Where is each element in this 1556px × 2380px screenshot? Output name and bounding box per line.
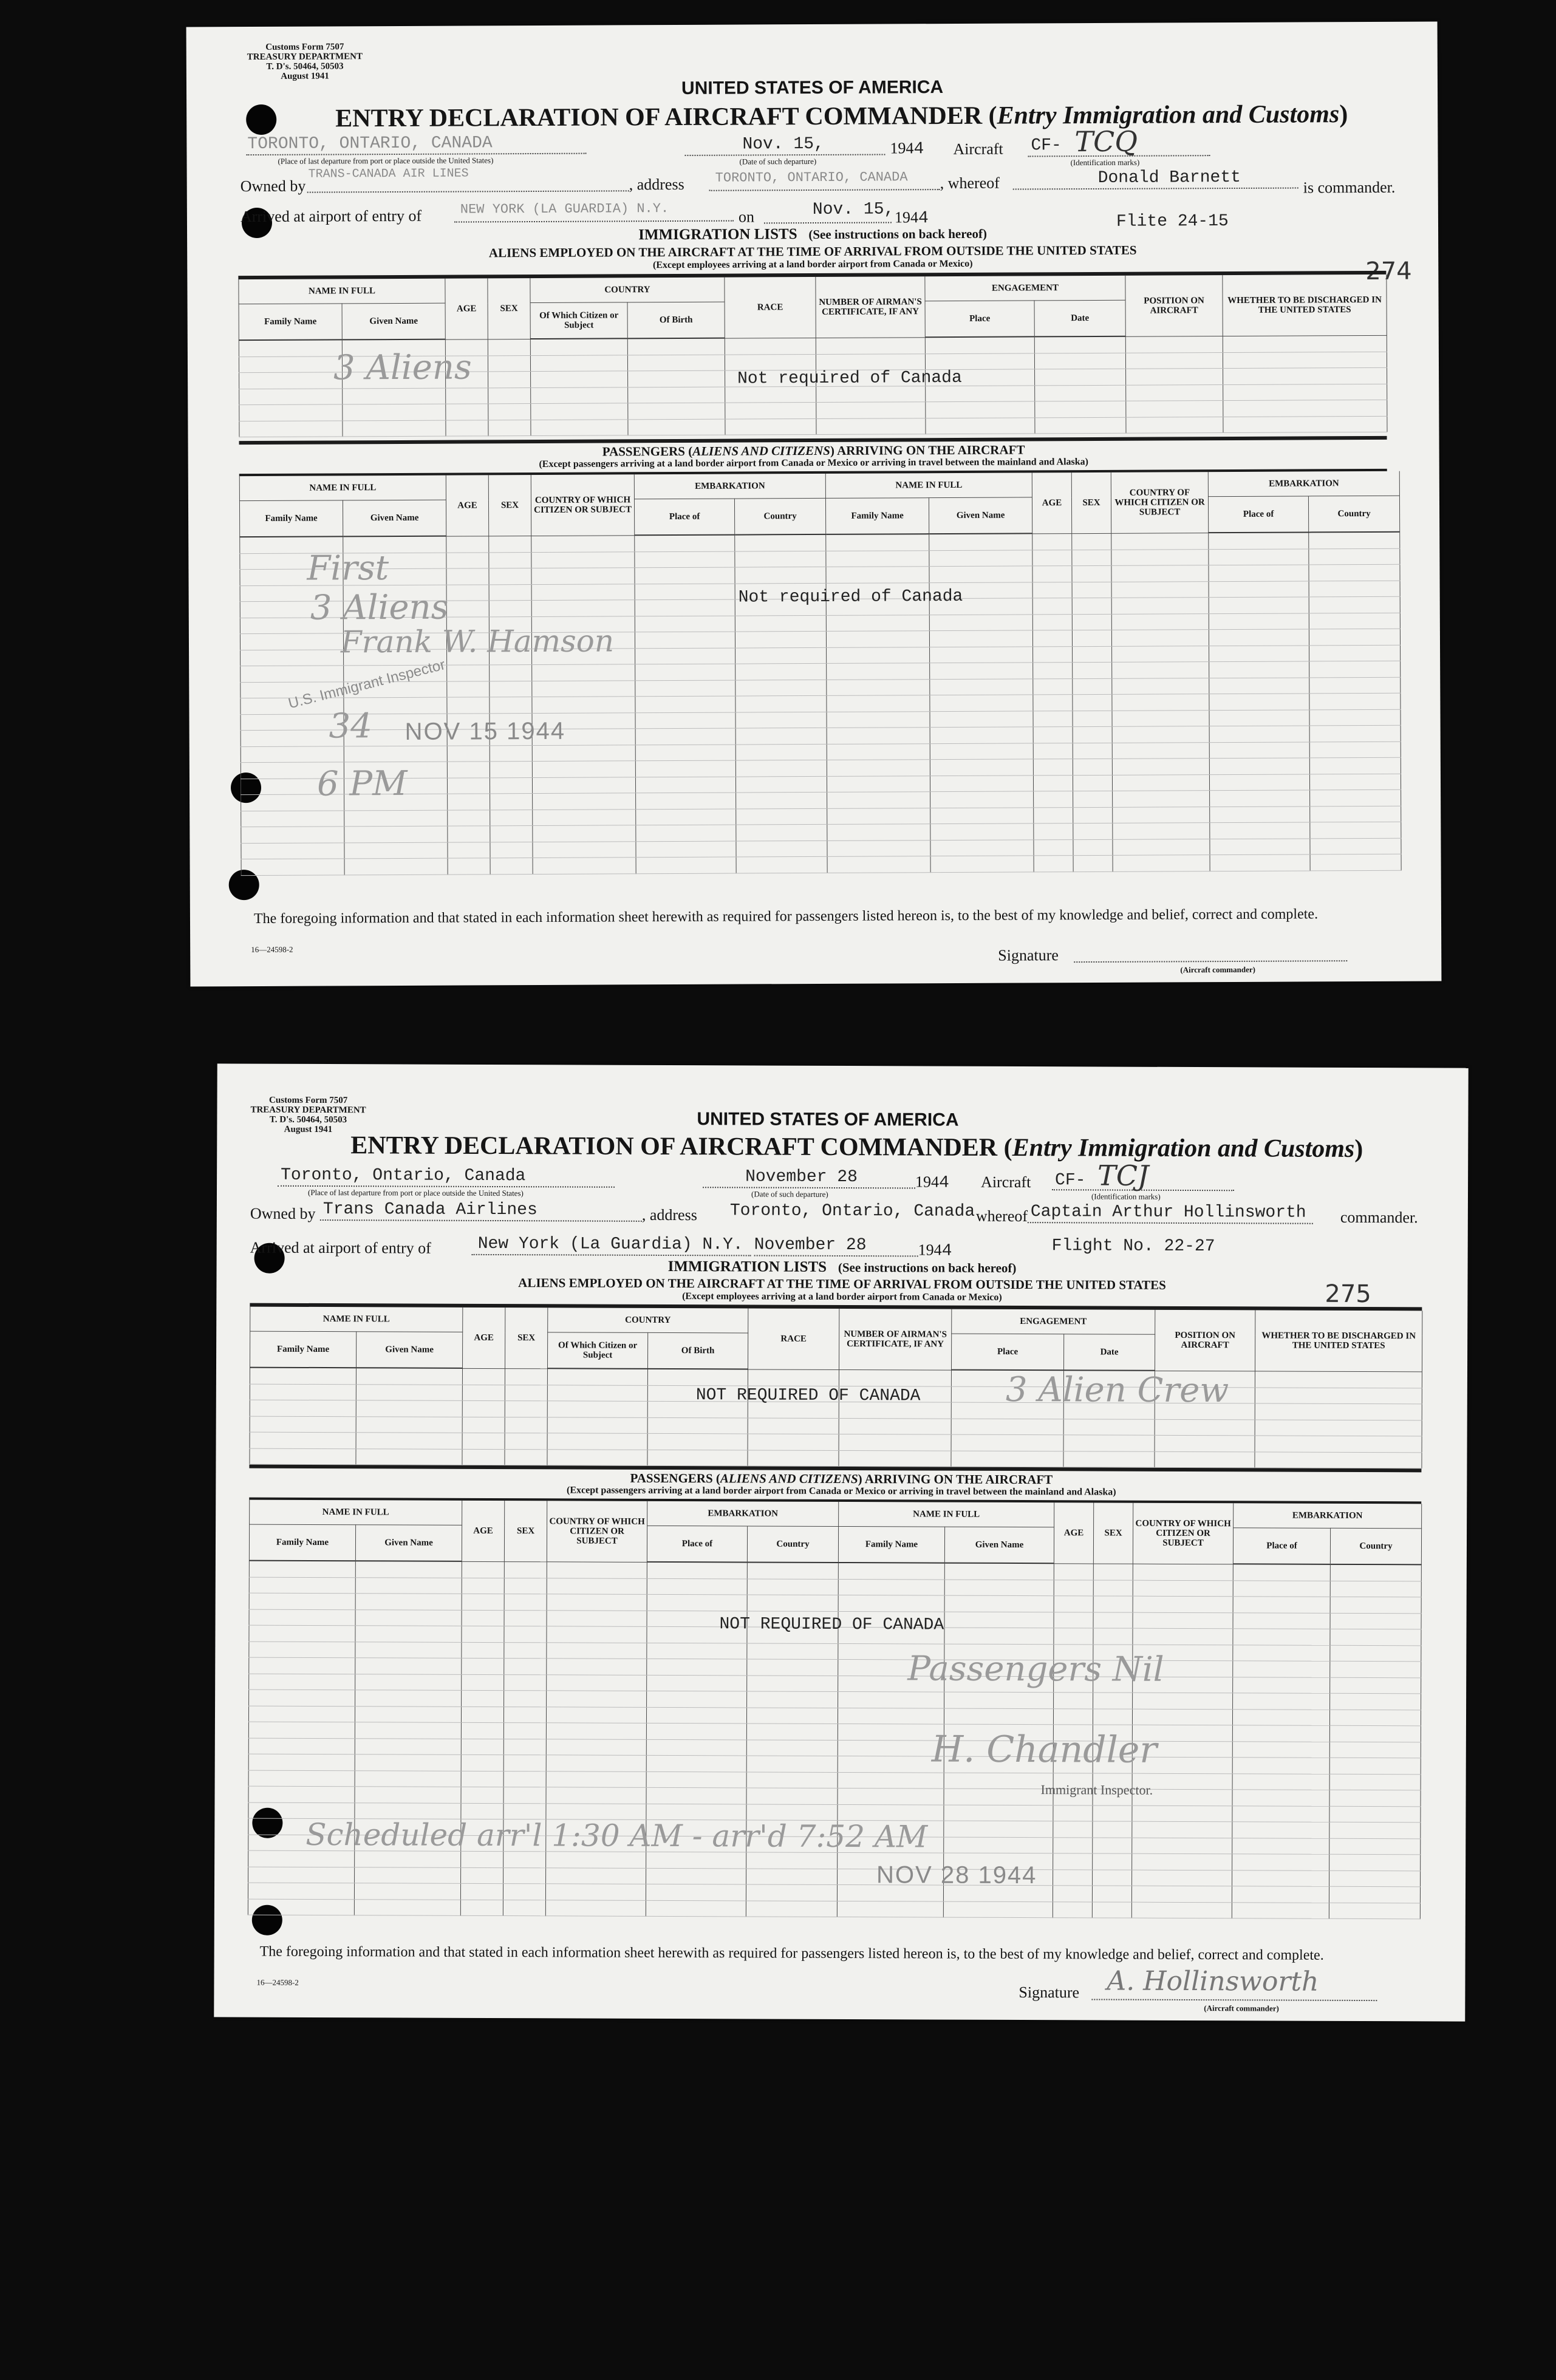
aliens-subheading: (Except employees arriving at a land border airport from Canada or Mexico) [652,258,973,271]
country-heading: UNITED STATES OF AMERICA [697,1109,959,1130]
handwriting-number: 34 [329,706,372,746]
arrival-airport: New York (La Guardia) N.Y. [477,1234,743,1255]
passengers-not-required-note: Not required of Canada [738,587,963,607]
handwriting-inspector: H. Chandler [931,1728,1158,1771]
sheet-number: 275 [1325,1280,1371,1309]
declaration-sheet-275 [214,1063,1468,2021]
certification-text: The foregoing information and that stated in each information sheet herewith as required for passengers listed hereon is, to the best of my knowledge and belief, correct and complete. [259,1943,1324,1963]
signature-label: Signature [998,946,1059,964]
arrival-year: 1944 [918,1241,952,1261]
passengers-table: NAME IN FULL AGE SEX COUNTRY OF WHICH CITIZEN OR SUBJECT EMBARKATION NAME IN FULL AGE SEX COUNTRY OF WHICH CITIZEN OR SUBJECT EMBARKATION Family Name Given Name Place of Country Family Name Given Name Place of Country [248,1500,1422,1920]
date-caption: (Date of such departure) [751,1189,828,1199]
aircraft-prefix: CF- [1031,136,1062,155]
is-commander-label: is commander. [1303,178,1396,197]
commander-name: Donald Barnett [1097,168,1241,188]
whereof-label: , whereof [940,174,1000,193]
aircraft-id-handwritten: TCQ [1074,124,1138,159]
passengers-not-required-note: NOT REQUIRED OF CANADA [719,1615,944,1635]
commander-name: Captain Arthur Hollinsworth [1030,1202,1306,1222]
immigration-lists-heading: IMMIGRATION LISTS (See instructions on back hereof) [667,1258,1017,1276]
departure-date: November 28 [745,1167,858,1187]
departure-place-caption: (Place of last departure from port or place outside the United States) [307,1187,524,1198]
owned-by-label: Owned by [250,1204,316,1222]
form-identifier: Customs Form 7507 TREASURY DEPARTMENT T. D's. 50464, 50503 August 1941 [250,1095,366,1135]
departure-place: Toronto, Ontario, Canada [281,1165,526,1186]
aircraft-id-handwritten: TCJ [1097,1159,1149,1192]
passengers-subheading: (Except passengers arriving at a land border airport from Canada or Mexico or arriving in travel between the mainland and Alaska) [566,1485,1116,1498]
sheet-number: 274 [1365,257,1412,286]
passengers-heading: PASSENGERS (ALIENS AND CITIZENS) ARRIVING ON THE AIRCRAFT [630,1470,1053,1487]
departure-place-caption: (Place of last departure from port or place outside the United States) [278,155,494,166]
aliens-table: NAME IN FULL AGE SEX COUNTRY RACE NUMBER OF AIRMAN'S CERTIFICATE, IF ANY ENGAGEMENT POSITION ON AIRCRAFT WHETHER TO BE DISCHARGED IN THE UNITED STATES Family Name Given Name Of Which Citizen or Subject Of Birth Place Date [238,274,1387,437]
aliens-heading: ALIENS EMPLOYED ON THE AIRCRAFT AT THE TIME OF ARRIVAL FROM OUTSIDE THE UNITED STATES [488,242,1137,261]
date-stamp: NOV 28 1944 [876,1861,1037,1889]
ident-caption: (Identification marks) [1070,157,1140,168]
is-commander-label: commander. [1340,1208,1418,1227]
handwriting-time: 6 PM [316,763,408,804]
owner-address: Toronto, Ontario, Canada [729,1201,975,1221]
aliens-handwritten: 3 Alien Crew [1005,1369,1229,1411]
arrival-year: 1944 [894,208,929,228]
passengers-heading: PASSENGERS (ALIENS AND CITIZENS) ARRIVING ON THE AIRCRAFT [602,442,1025,459]
address-label: , address [629,175,684,194]
owner-address: TORONTO, ONTARIO, CANADA [715,169,908,186]
ident-caption: (Identification marks) [1091,1192,1161,1201]
arrived-label: Arrived at airport of entry of [240,206,422,226]
aliens-subheading: (Except employees arriving at a land border airport from Canada or Mexico) [682,1291,1002,1303]
form-code: 16—24598-2 [251,944,293,955]
on-label: on [738,208,754,226]
year-field: 1944 [890,139,924,159]
owner-name: TRANS-CANADA AIR LINES [308,166,469,182]
signature-caption: (Aircraft commander) [1204,2003,1279,2013]
country-heading: UNITED STATES OF AMERICA [681,77,944,98]
date-caption: (Date of such departure) [739,156,817,166]
arrival-airport: NEW YORK (LA GUARDIA) N.Y. [460,201,669,217]
punch-hole [246,104,276,135]
handwriting-aliens: 3 Aliens [310,587,449,628]
departure-place: TORONTO, ONTARIO, CANADA [247,134,493,154]
form-code: 16—24598-2 [256,1977,299,1987]
certification-text: The foregoing information and that stated in each information sheet herewith as required for passengers listed hereon is, to the best of my knowledge and belief, correct and complete. [253,906,1319,927]
arrival-date: Nov. 15, [812,200,895,220]
aliens-heading: ALIENS EMPLOYED ON THE AIRCRAFT AT THE TIME OF ARRIVAL FROM OUTSIDE THE UNITED STATES [518,1275,1166,1292]
address-label: , address [641,1205,697,1224]
aliens-not-required-note: Not required of Canada [737,368,962,389]
flight-number: Flight No. 22-27 [1051,1236,1215,1256]
owned-by-label: Owned by [240,177,306,196]
form-identifier: Customs Form 7507 TREASURY DEPARTMENT T. D's. 50464, 50503 August 1941 [247,42,363,81]
form-title: ENTRY DECLARATION OF AIRCRAFT COMMANDER (Entry Immigration and Customs) [335,100,1348,133]
owner-name: Trans Canada Airlines [322,1200,537,1220]
arrival-date: November 28 [754,1235,867,1255]
aircraft-label: Aircraft [953,140,1003,158]
inspector-stamp: U.S. Immigrant Inspector [286,656,447,712]
passengers-subheading: (Except passengers arriving at a land border airport from Canada or Mexico or arriving in travel between the mainland and Alaska) [539,457,1089,469]
aliens-not-required-note: NOT REQUIRED OF CANADA [695,1386,921,1406]
form-title: ENTRY DECLARATION OF AIRCRAFT COMMANDER (Entry Immigration and Customs) [350,1131,1363,1163]
whereof-label: whereof [975,1207,1028,1226]
handwriting-inspector: Frank W. Hamson [340,623,615,660]
handwriting-schedule: Scheduled arr'l 1:30 AM - arr'd 7:52 AM [305,1816,928,1855]
arrived-label: Arrived at airport of entry of [250,1238,431,1257]
aliens-handwritten: 3 Aliens [333,347,472,388]
aliens-table: NAME IN FULL AGE SEX COUNTRY RACE NUMBER OF AIRMAN'S CERTIFICATE, IF ANY ENGAGEMENT POSITION ON AIRCRAFT WHETHER TO BE DISCHARGED IN THE UNITED STATES Family Name Given Name Of Which Citizen or Subject Of Birth Place Date [249,1307,1422,1469]
signature-label: Signature [1019,1983,1080,2002]
aircraft-label: Aircraft [981,1173,1031,1192]
departure-date: Nov. 15, [742,134,824,154]
year-field: 1944 [915,1173,949,1193]
inspector-caption: Immigrant Inspector. [1040,1782,1153,1798]
passengers-table: NAME IN FULL AGE SEX COUNTRY OF WHICH CITIZEN OR SUBJECT EMBARKATION NAME IN FULL AGE SEX COUNTRY OF WHICH CITIZEN OR SUBJECT EMBARKATION Family Name Given Name Place of Country Family Name Given Name Place of Country [239,471,1402,876]
declaration-sheet-274 [186,22,1442,987]
handwriting-passengers-nil: Passengers Nil [907,1649,1164,1690]
handwriting-first: First [307,548,389,588]
date-stamp: NOV 15 1944 [404,717,566,745]
immigration-lists-heading: IMMIGRATION LISTS (See instructions on back hereof) [638,226,987,244]
flight-number: Flite 24-15 [1116,212,1229,231]
signature-caption: (Aircraft commander) [1180,964,1255,975]
aircraft-prefix: CF- [1055,1171,1086,1190]
signature-handwritten: A. Hollinsworth [1107,1965,1319,1997]
